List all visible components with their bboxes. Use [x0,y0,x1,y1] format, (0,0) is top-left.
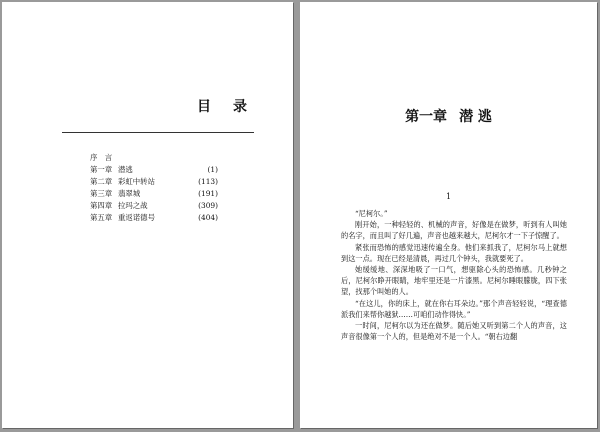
toc-entry-page: (191) [198,189,218,198]
toc-entry-name: 重返诺德号 [118,213,155,222]
toc-entry-name: 潜逃 [118,165,133,174]
toc-entry[interactable] [90,212,218,224]
chapter-label: 第一章 [405,109,448,125]
toc-entry[interactable] [90,152,218,164]
paragraph: “尼柯尔。” [355,209,388,218]
toc-entry[interactable] [90,164,218,176]
toc-title [197,96,247,116]
chapter-name: 潜 逃 [459,109,492,125]
toc-title-char-1: 目 [197,99,211,115]
toc-entry-chapter: 序 言 [90,153,113,162]
toc-entry-name: 彩虹中转站 [118,177,155,186]
toc-entry-page: (404) [198,213,218,222]
body-text [341,208,567,342]
toc-entry[interactable] [90,188,218,200]
toc-entry-name: 拉玛之战 [118,201,148,210]
toc-entry-chapter: 第三章 [90,189,113,198]
toc-divider [62,132,254,133]
toc-entry-page: (1) [207,165,218,174]
toc-entry-page: (113) [198,177,218,186]
chapter-title [300,106,597,126]
toc-entry-name [118,152,218,164]
section-number: 1 [445,192,452,201]
paragraph: 紧张而恐怖的感觉迅速传遍全身。他们来抓我了，尼柯尔马上就想到这一点。现在已经是清晨，再过几个钟头，我就要死了。 [341,242,567,263]
toc-entry-chapter: 第四章 [90,201,113,210]
toc-entry[interactable] [90,200,218,212]
toc-entry-chapter: 第一章 [90,165,113,174]
paragraph: 一时间，尼柯尔以为还在做梦。随后她又听到第二个人的声音，这声音很像第一个人的，但是绝对不是一个人。“朝右边翻 [341,321,567,342]
paragraph: 刚开始，一种轻轻的、机械的声音，好像是在做梦，听到有人叫她的名字，而且叫了好几遍，声音也越来越大，尼柯尔才一下子惊醒了。 [341,220,567,241]
paragraph: “在这儿，你的床上，就在你右耳朵边。”那个声音轻轻说，“理查德派我们来帮你越狱……可咱们动作得快。” [341,298,567,319]
toc-entry-chapter: 第五章 [90,213,113,222]
toc-entry-name: 翡翠城 [118,189,141,198]
paragraph: 她缓缓地、深深地吸了一口气，想驱除心头的恐怖感。几秒钟之后，尼柯尔睁开眼睛，地牢里还是一片漆黑。尼柯尔睡眼朦胧，四下张望，找那个叫她的人。 [341,265,567,297]
toc-entry-chapter: 第二章 [90,177,113,186]
toc-page [2,2,293,428]
toc-entry-page: (309) [198,201,218,210]
toc-entry[interactable] [90,176,218,188]
toc-list [90,152,218,224]
toc-title-char-2: 录 [233,99,247,115]
chapter-page [300,2,597,428]
